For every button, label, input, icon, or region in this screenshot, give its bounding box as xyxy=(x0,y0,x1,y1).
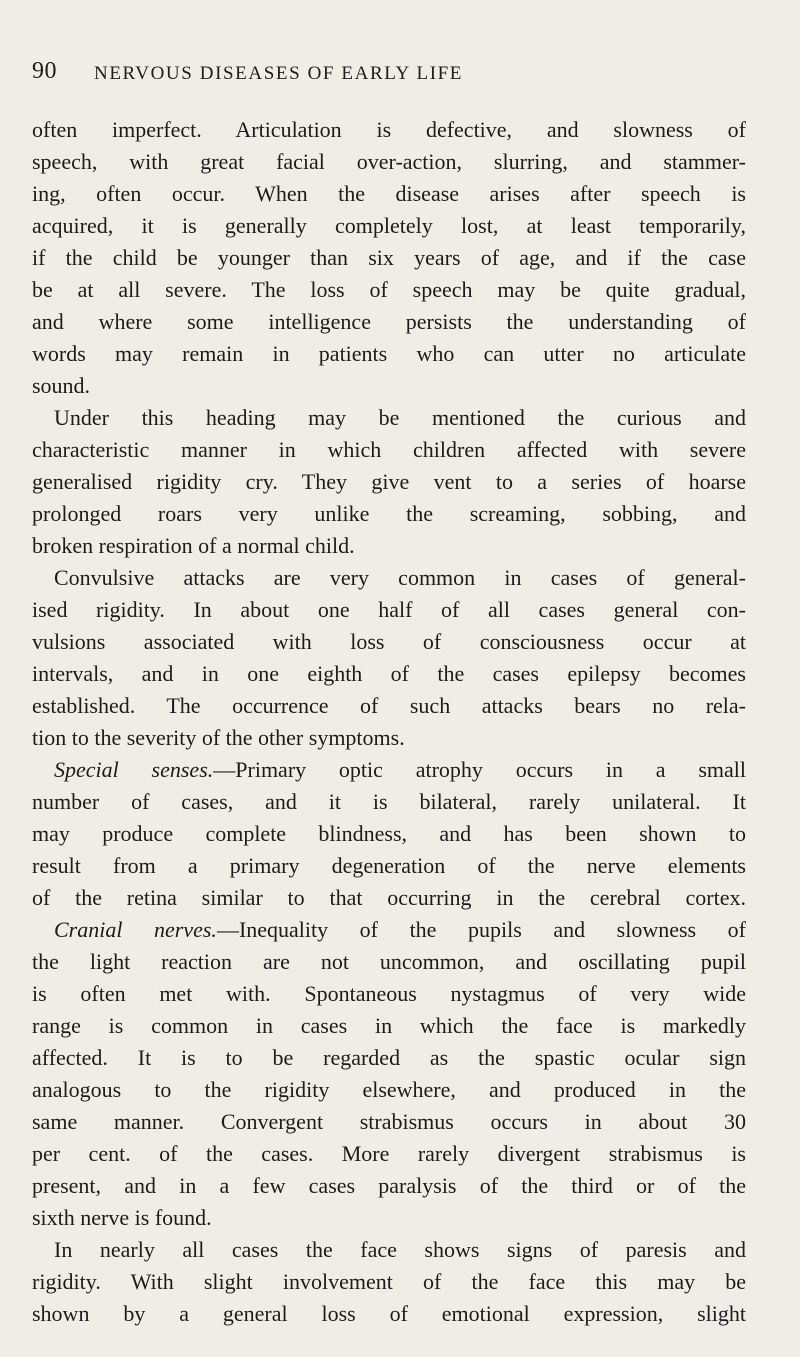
text-line: if the child be younger than six years of age, and if the case xyxy=(32,245,746,270)
text-line: vulsions associated with loss of consciousness occur at xyxy=(32,629,746,654)
text-line: is often met with. Spontaneous nystagmus of very wide xyxy=(32,981,746,1006)
text-line: speech, with great facial over-action, slurring, and stammer- xyxy=(32,149,746,174)
text-line: sound. xyxy=(32,373,91,398)
text-line: ing, often occur. When the disease arises after speech is xyxy=(32,181,746,206)
text-line: established. The occurrence of such attacks bears no rela- xyxy=(32,693,746,718)
text-line: per cent. of the cases. More rarely divergent strabismus is xyxy=(32,1141,746,1166)
text-line: number of cases, and it is bilateral, rarely unilateral. It xyxy=(32,789,746,814)
text-line: prolonged roars very unlike the screaming, sobbing, and xyxy=(32,501,746,526)
text-line: sixth nerve is found. xyxy=(32,1205,212,1230)
text-line: same manner. Convergent strabismus occurs in about 30 xyxy=(32,1109,746,1134)
text-line: In nearly all cases the face shows signs of paresis and xyxy=(54,1237,746,1262)
text-line: range is common in cases in which the face is markedly xyxy=(32,1013,746,1038)
text-line: be at all severe. The loss of speech may be quite gradual, xyxy=(32,277,746,302)
text-line: characteristic manner in which children affected with severe xyxy=(32,437,746,462)
text-line: generalised rigidity cry. They give vent to a series of hoarse xyxy=(32,469,746,494)
text-line: often imperfect. Articulation is defective, and slowness of xyxy=(32,117,746,142)
text-line: words may remain in patients who can utter no articulate xyxy=(32,341,746,366)
text-line: rigidity. With slight involvement of the face this may be xyxy=(32,1269,746,1294)
text-line: result from a primary degeneration of the nerve elements xyxy=(32,853,746,878)
page-number: 90 xyxy=(32,58,57,84)
text-line: affected. It is to be regarded as the spastic ocular sign xyxy=(32,1045,746,1070)
text-line: may produce complete blindness, and has been shown to xyxy=(32,821,746,846)
text-run: —Inequality of the pupils and slowness of xyxy=(216,917,746,942)
text-line: the light reaction are not uncommon, and oscillating pupil xyxy=(32,949,746,974)
text-line xyxy=(32,914,746,946)
text-line: tion to the severity of the other symptoms. xyxy=(32,725,405,750)
text-line: present, and in a few cases paralysis of the third or of the xyxy=(32,1173,746,1198)
text-line: analogous to the rigidity elsewhere, and produced in the xyxy=(32,1077,746,1102)
section-heading-special-senses: Special senses. xyxy=(54,757,214,782)
text-line xyxy=(32,754,746,786)
running-head: NERVOUS DISEASES OF EARLY LIFE xyxy=(94,63,464,84)
page-header xyxy=(32,58,742,94)
text-line: Under this heading may be mentioned the curious and xyxy=(54,405,746,430)
text-line: Convulsive attacks are very common in cases of general- xyxy=(54,565,746,590)
text-line: and where some intelligence persists the understanding of xyxy=(32,309,746,334)
section-heading-cranial-nerves: Cranial nerves. xyxy=(54,917,217,942)
text-line: broken respiration of a normal child. xyxy=(32,533,355,558)
text-line: ised rigidity. In about one half of all cases general con- xyxy=(32,597,746,622)
text-line: shown by a general loss of emotional expression, slight xyxy=(32,1301,746,1326)
body-text xyxy=(32,114,746,1330)
text-line: acquired, it is generally completely lost, at least temporarily, xyxy=(32,213,746,238)
text-line: of the retina similar to that occurring in the cerebral cortex. xyxy=(32,885,746,910)
text-run: —Primary optic atrophy occurs in a small xyxy=(213,757,747,782)
text-line: intervals, and in one eighth of the cases epilepsy becomes xyxy=(32,661,746,686)
